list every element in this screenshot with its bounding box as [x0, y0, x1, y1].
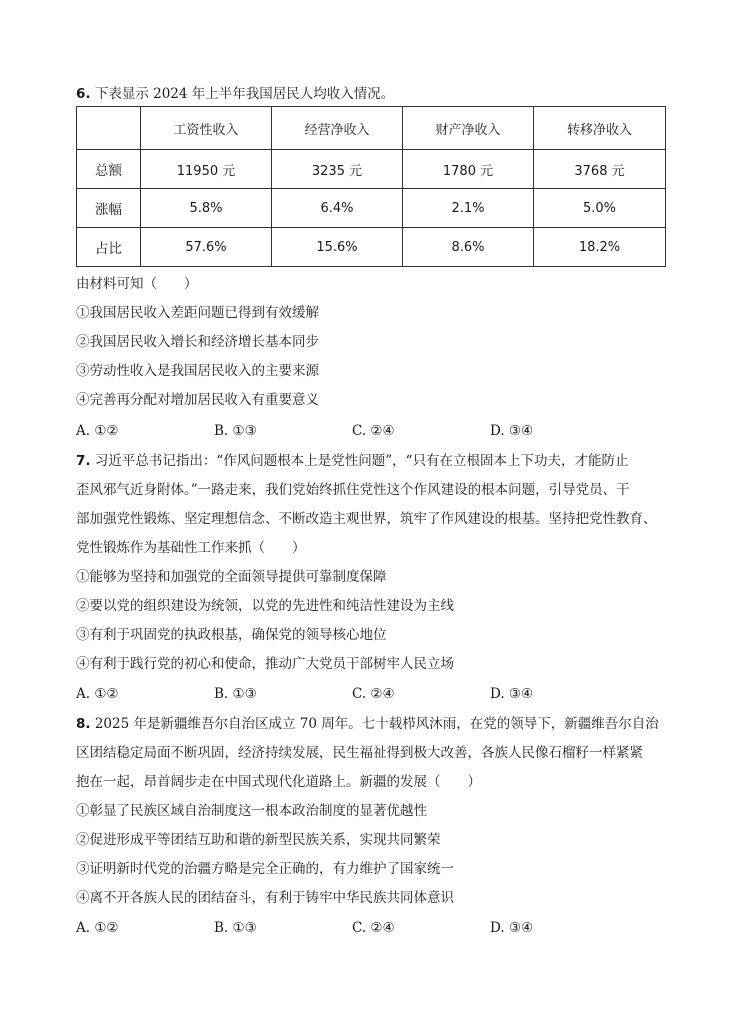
q6-statement: ①我国居民收入差距问题已得到有效缓解: [76, 305, 319, 321]
q8-stem-line: 区团结稳定局面不断巩固，经济持续发展，民生福祉得到极大改善，各族人民像石榴籽一样紧紧: [76, 745, 643, 761]
table-cell: 2.1%: [403, 189, 534, 228]
q6-statement: ④完善再分配对增加居民收入有重要意义: [76, 392, 319, 408]
table-cell: 3235 元: [272, 150, 403, 189]
table-cell: 1780 元: [403, 150, 534, 189]
table-row: [77, 189, 666, 228]
table-cell: 6.4%: [272, 189, 403, 228]
q7-number: 7.: [76, 453, 91, 469]
q7-stem-line: 党性锻炼作为基础性工作来抓（ ）: [76, 540, 306, 556]
table-header-cell: 转移净收入: [534, 107, 666, 150]
q8-option-b[interactable]: B. ①③: [214, 920, 257, 936]
q6-number: 6.: [76, 86, 91, 102]
q8-statement: ②促进形成平等团结互助和谐的新型民族关系，实现共同繁荣: [76, 832, 441, 848]
table-cell: 57.6%: [141, 228, 272, 267]
q7-stem-line: [76, 451, 629, 471]
table-cell: 5.0%: [534, 189, 666, 228]
q8-statement: ④离不开各族人民的团结奋斗，有利于铸牢中华民族共同体意识: [76, 890, 454, 906]
table-row-label: 占比: [77, 228, 141, 267]
q6-statement: ③劳动性收入是我国居民收入的主要来源: [76, 363, 319, 379]
q7-option-d[interactable]: D. ③④: [490, 686, 534, 702]
q7-statement: ④有利于践行党的初心和使命，推动广大党员干部树牢人民立场: [76, 656, 454, 672]
table-header-cell: [77, 107, 141, 150]
q7-option-a[interactable]: A. ①②: [76, 686, 119, 702]
q7-statement: ③有利于巩固党的执政根基，确保党的领导核心地位: [76, 627, 387, 643]
table-header-cell: 财产净收入: [403, 107, 534, 150]
income-table: [76, 106, 666, 267]
q8-option-c[interactable]: C. ②④: [352, 920, 395, 936]
table-cell: 8.6%: [403, 228, 534, 267]
q6-question: 由材料可知（ ）: [76, 276, 198, 292]
q6-option-c[interactable]: C. ②④: [352, 423, 395, 439]
table-cell: 18.2%: [534, 228, 666, 267]
q7-option-b[interactable]: B. ①③: [214, 686, 257, 702]
table-cell: 5.8%: [141, 189, 272, 228]
q8-stem: 2025 年是新疆维吾尔自治区成立 70 周年。七十载栉风沐雨，在党的领导下，新疆维吾尔自治: [94, 716, 659, 732]
q6-option-d[interactable]: D. ③④: [490, 423, 534, 439]
q7-stem-line: 歪风邪气近身附体。”一路走来，我们党始终抓住党性这个作风建设的根本问题，引导党员、干: [76, 482, 630, 498]
table-row: [77, 150, 666, 189]
table-row: [77, 228, 666, 267]
q6-statement: ②我国居民收入增长和经济增长基本同步: [76, 334, 319, 350]
q7-option-c[interactable]: C. ②④: [352, 686, 395, 702]
q8-statement: ③证明新时代党的治疆方略是完全正确的，有力维护了国家统一: [76, 861, 454, 877]
q6-option-b[interactable]: B. ①③: [214, 423, 257, 439]
q7-stem: 习近平总书记指出：“作风问题根本上是党性问题”，“只有在立根固本上下功夫，才能防止: [94, 453, 629, 469]
q7-statement: ①能够为坚持和加强党的全面领导提供可靠制度保障: [76, 569, 387, 585]
table-row-label: 涨幅: [77, 189, 141, 228]
table-row-label: 总额: [77, 150, 141, 189]
table-header-cell: 工资性收入: [141, 107, 272, 150]
q8-stem-line: [76, 714, 659, 734]
q8-option-d[interactable]: D. ③④: [490, 920, 534, 936]
table-cell: 15.6%: [272, 228, 403, 267]
q6-option-a[interactable]: A. ①②: [76, 423, 119, 439]
table-header-cell: 经营净收入: [272, 107, 403, 150]
table-header-row: [77, 107, 666, 150]
q6-stem-line: [76, 84, 394, 104]
q6-stem: 下表显示 2024 年上半年我国居民人均收入情况。: [94, 86, 395, 102]
q7-stem-line: 部加强党性锻炼、坚定理想信念、不断改造主观世界，筑牢了作风建设的根基。坚持把党性教育、: [76, 511, 657, 527]
q8-number: 8.: [76, 716, 91, 732]
table-cell: 11950 元: [141, 150, 272, 189]
table-cell: 3768 元: [534, 150, 666, 189]
q8-option-a[interactable]: A. ①②: [76, 920, 119, 936]
q8-stem-line: 抱在一起，昂首阔步走在中国式现代化道路上。新疆的发展（ ）: [76, 774, 481, 790]
q8-statement: ①彰显了民族区域自治制度这一根本政治制度的显著优越性: [76, 803, 427, 819]
q7-statement: ②要以党的组织建设为统领，以党的先进性和纯洁性建设为主线: [76, 598, 454, 614]
